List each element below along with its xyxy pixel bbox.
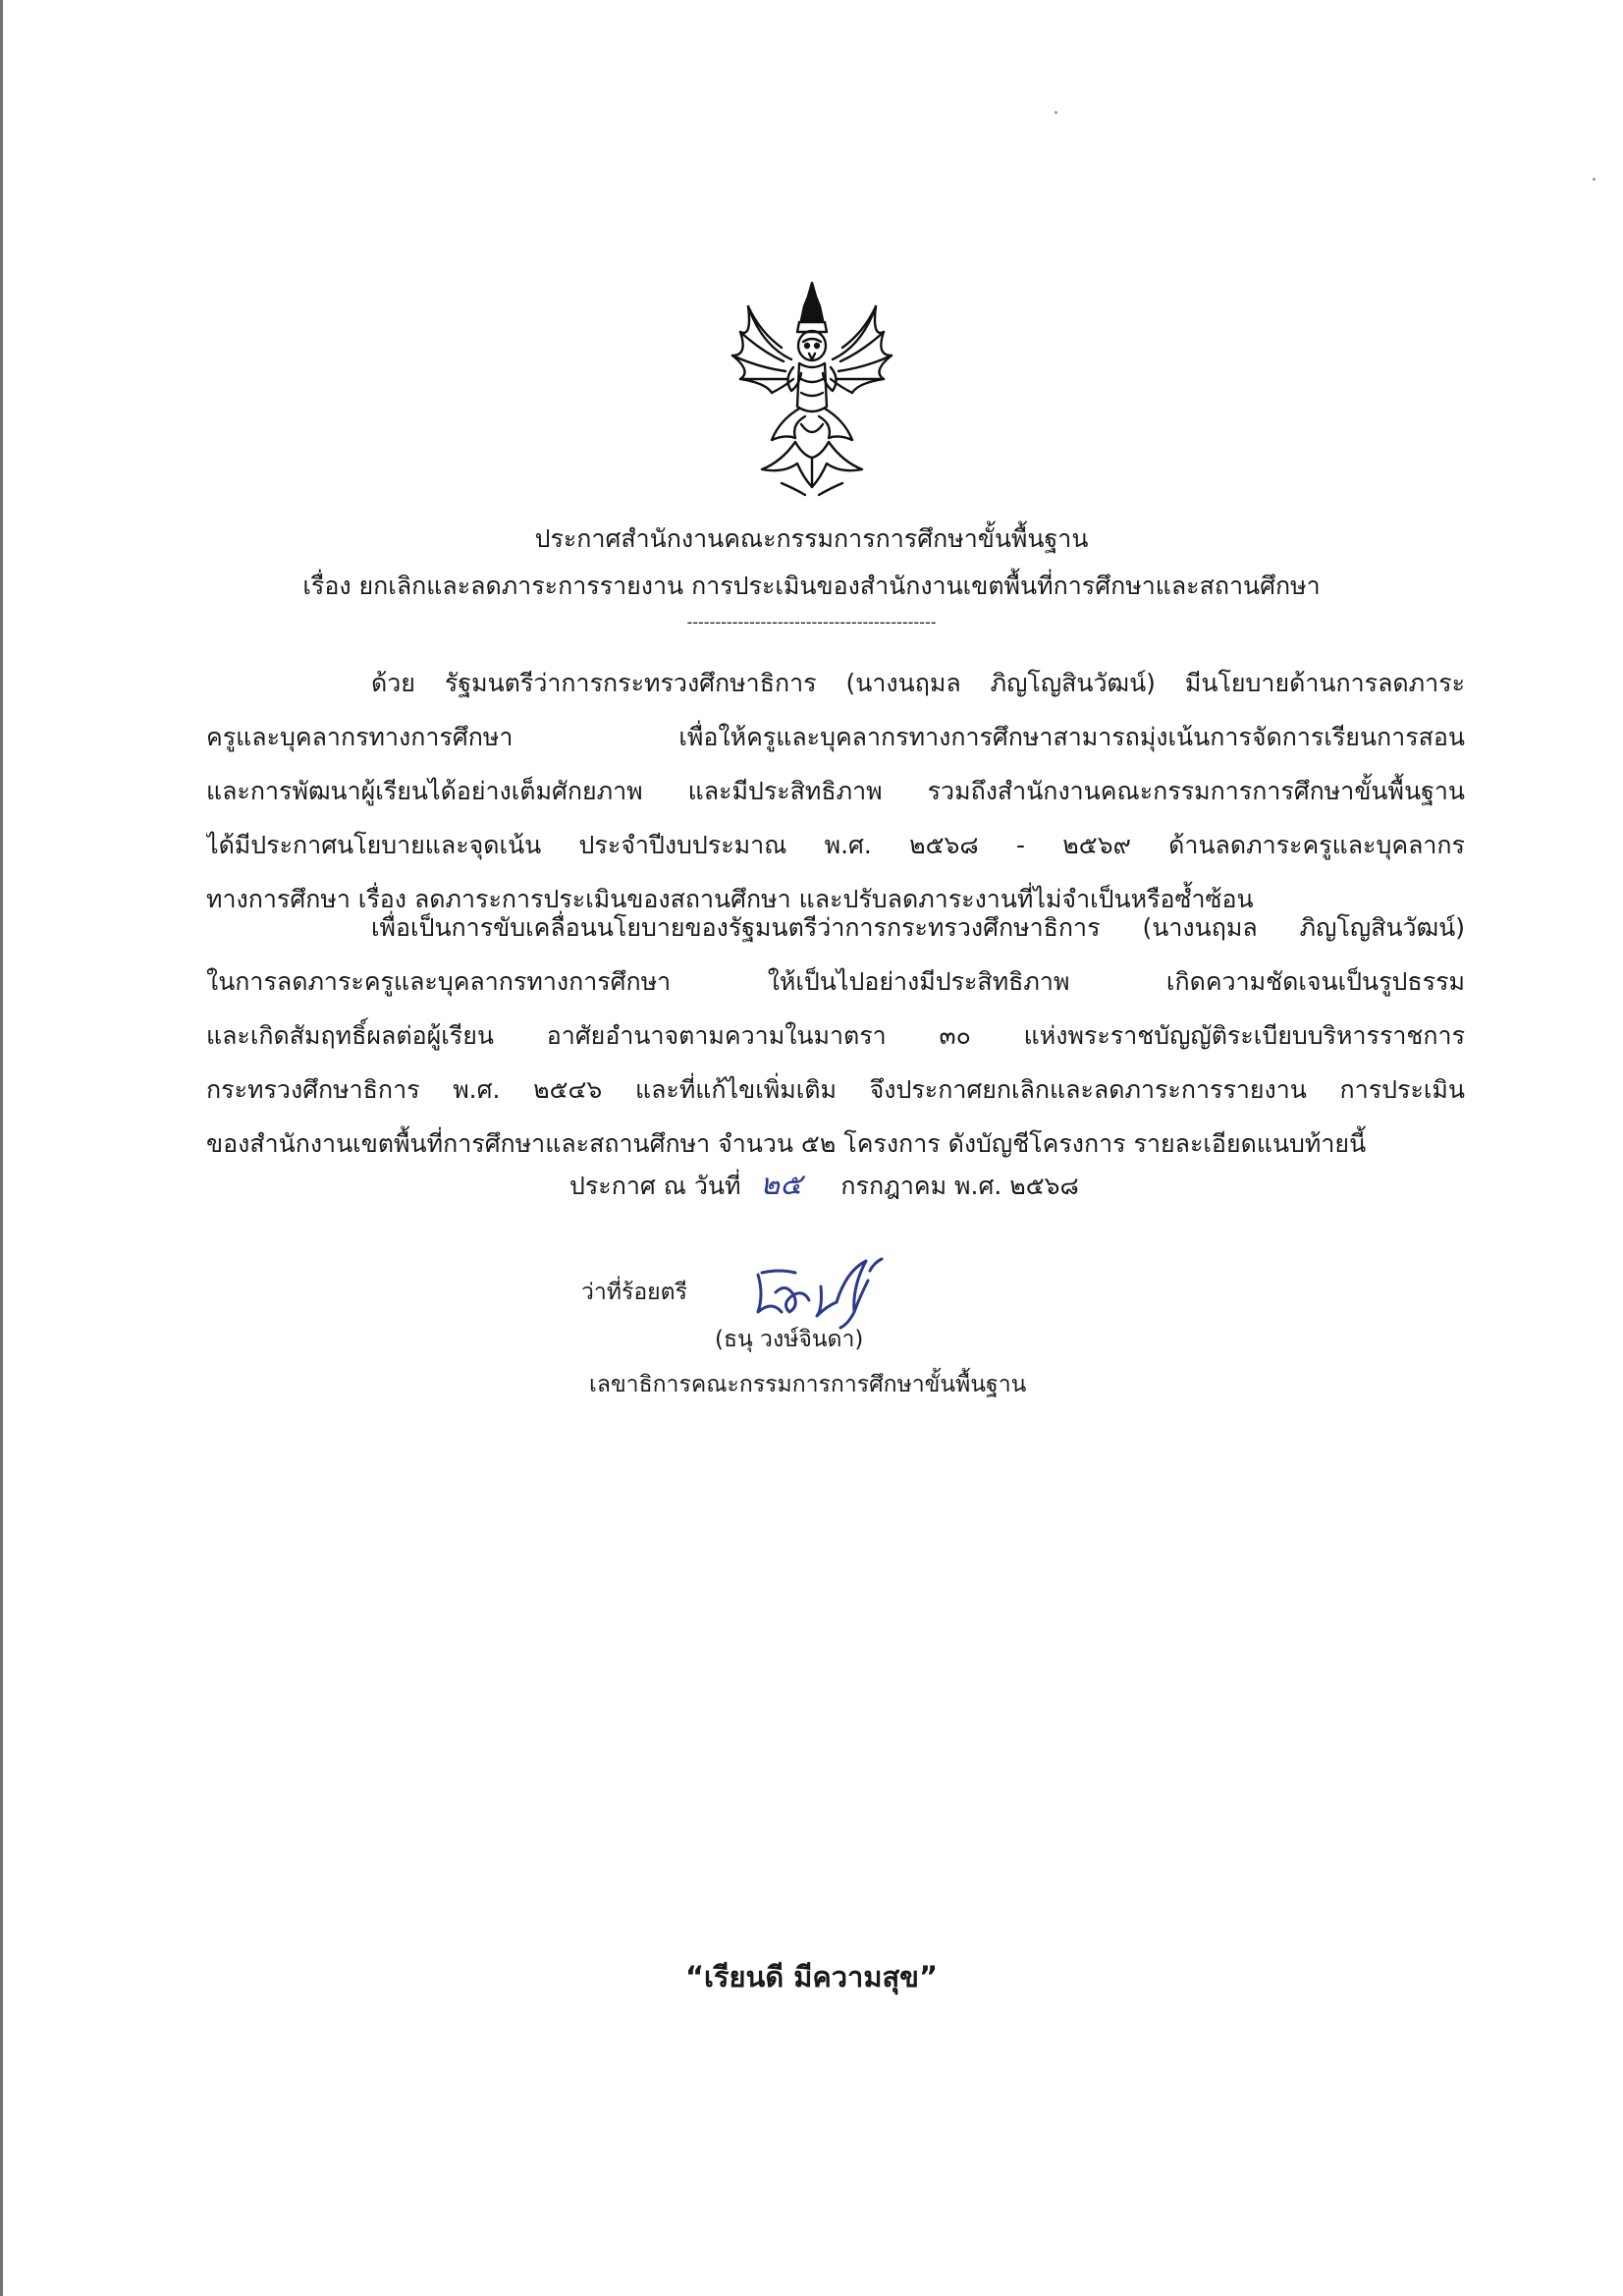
paragraph-line: และเกิดสัมฤทธิ์ผลต่อผู้เรียน อาศัยอำนาจตามความในมาตรา ๓๐ แห่งพระราชบัญญัติระเบียบบริหารราชการ bbox=[206, 1021, 1465, 1050]
scan-speck bbox=[1593, 178, 1596, 181]
paragraph-line: ด้วย รัฐมนตรีว่าการกระทรวงศึกษาธิการ (นางนฤมล ภิญโญสินวัฒน์) มีนโยบายด้านการลดภาระ bbox=[371, 669, 1465, 697]
paragraph-1 bbox=[206, 656, 1465, 926]
paragraph-line: ครูและบุคลากรทางการศึกษา เพื่อให้ครูและบุคลากรทางการศึกษาสามารถมุ่งเน้นการจัดการเรียนการสอน bbox=[206, 723, 1465, 751]
scan-edge bbox=[0, 0, 3, 2296]
announcement-title: ประกาศสำนักงานคณะกรรมการการศึกษาขั้นพื้นฐาน bbox=[534, 524, 1089, 553]
scan-speck bbox=[1055, 111, 1057, 114]
signatory-rank: ว่าที่ร้อยตรี bbox=[581, 1280, 687, 1305]
paragraph-line: ในการลดภาระครูและบุคลากรทางการศึกษา ให้เป็นไปอย่างมีประสิทธิภาพ เกิดความชัดเจนเป็นรูปธรรม bbox=[206, 967, 1465, 996]
garuda-emblem-icon bbox=[723, 277, 901, 503]
paragraph-line: เพื่อเป็นการขับเคลื่อนนโยบายของรัฐมนตรีว่าการกระทรวงศึกษาธิการ (นางนฤมล ภิญโญสินวัฒน์) bbox=[371, 913, 1465, 942]
paragraph-line: ทางการศึกษา เรื่อง ลดภาระการประเมินของสถานศึกษา และปรับลดภาระงานที่ไม่จำเป็นหรือซ้ำซ้อน bbox=[206, 885, 1254, 913]
handwritten-signature bbox=[752, 1233, 929, 1332]
motto: “เรียนดี มีความสุข” bbox=[684, 1960, 939, 1994]
announcement-date bbox=[569, 1167, 1079, 1207]
paragraph-2 bbox=[206, 901, 1465, 1171]
paragraph-line: ของสำนักงานเขตพื้นที่การศึกษาและสถานศึกษา จำนวน ๕๒ โครงการ ดังบัญชีโครงการ รายละเอียดแนบท้ายนี้ bbox=[206, 1129, 1367, 1158]
handwritten-day bbox=[748, 1168, 833, 1207]
signatory-name: (ธนุ วงษ์จินดา) bbox=[715, 1327, 864, 1352]
paragraph-line: ได้มีประกาศนโยบายและจุดเน้น ประจำปีงบประมาณ พ.ศ. ๒๕๖๘ - ๒๕๖๙ ด้านลดภาระครูและบุคลากร bbox=[206, 831, 1465, 859]
title-divider: -------------------------------------------- bbox=[686, 613, 937, 631]
date-prefix: ประกาศ ณ วันที่ bbox=[569, 1172, 741, 1200]
date-suffix: กรกฎาคม พ.ศ. ๒๕๖๘ bbox=[840, 1172, 1079, 1200]
paragraph-line: กระทรวงศึกษาธิการ พ.ศ. ๒๕๔๖ และที่แก้ไขเพิ่มเติม จึงประกาศยกเลิกและลดภาระการรายงาน การประเมิน bbox=[206, 1075, 1465, 1104]
handwritten-day-text: ๒๕ bbox=[760, 1168, 802, 1202]
paragraph-line: และการพัฒนาผู้เรียนได้อย่างเต็มศักยภาพ และมีประสิทธิภาพ รวมถึงสำนักงานคณะกรรมการการศึกษาขั้นพื้นฐาน bbox=[206, 777, 1465, 805]
signatory-position: เลขาธิการคณะกรรมการการศึกษาขั้นพื้นฐาน bbox=[589, 1372, 1027, 1397]
announcement-subject: เรื่อง ยกเลิกและลดภาระการรายงาน การประเมินของสำนักงานเขตพื้นที่การศึกษาและสถานศึกษา bbox=[302, 572, 1321, 600]
